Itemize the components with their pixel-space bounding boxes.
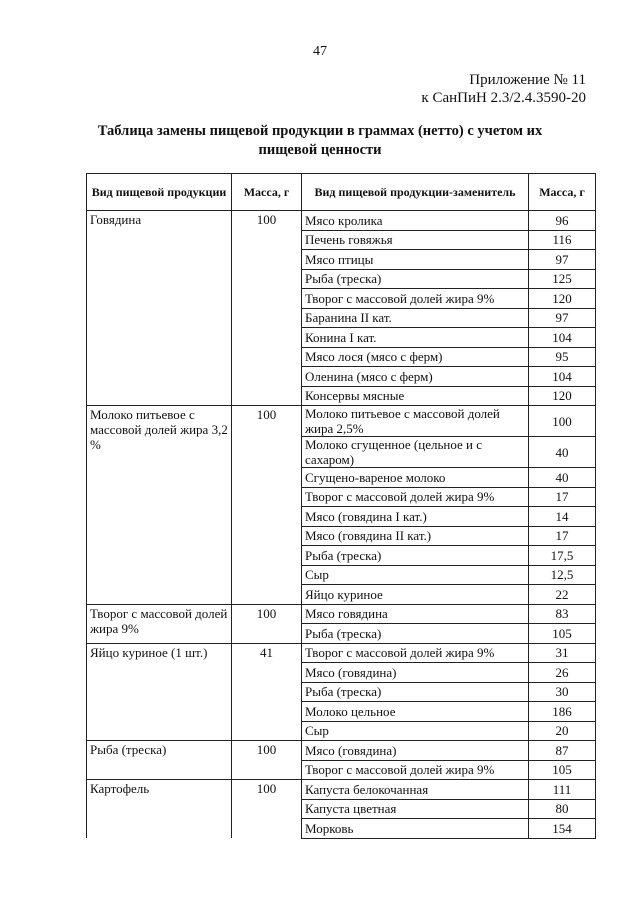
substitute-mass: 186 <box>529 702 596 722</box>
substitute-name: Баранина II кат. <box>302 308 529 328</box>
substitute-name: Сыр <box>302 565 529 585</box>
table-row <box>87 780 596 800</box>
table-row <box>87 211 596 231</box>
substitute-name: Мясо кролика <box>302 211 529 231</box>
substitute-mass: 120 <box>529 386 596 406</box>
header-product: Вид пищевой продукции <box>87 174 232 211</box>
appendix-line-1: Приложение № 11 <box>469 72 586 88</box>
substitute-name: Молоко цельное <box>302 702 529 722</box>
header-substitute: Вид пищевой продукции-заменитель <box>302 174 529 211</box>
substitute-mass: 95 <box>529 347 596 367</box>
substitute-name: Сгущено-вареное молоко <box>302 468 529 488</box>
substitution-table <box>86 173 596 839</box>
substitute-name: Мясо птицы <box>302 250 529 270</box>
substitute-name: Мясо лося (мясо с ферм) <box>302 347 529 367</box>
substitute-mass: 97 <box>529 308 596 328</box>
substitute-name: Капуста цветная <box>302 799 529 819</box>
substitute-mass: 17,5 <box>529 546 596 566</box>
table-row <box>87 604 596 624</box>
substitute-mass: 14 <box>529 507 596 527</box>
substitute-name: Рыба (треска) <box>302 682 529 702</box>
appendix-reference <box>421 71 586 107</box>
substitute-mass: 20 <box>529 721 596 741</box>
product-name: Говядина <box>87 211 232 406</box>
substitute-mass: 22 <box>529 585 596 605</box>
substitute-mass: 26 <box>529 663 596 683</box>
substitute-name: Мясо (говядина I кат.) <box>302 507 529 527</box>
header-substitute-mass: Масса, г <box>529 174 596 211</box>
product-mass: 100 <box>232 211 302 406</box>
substitute-name: Творог с массовой долей жира 9% <box>302 643 529 663</box>
substitute-mass: 96 <box>529 211 596 231</box>
substitute-mass: 30 <box>529 682 596 702</box>
substitute-name: Рыба (треска) <box>302 624 529 644</box>
substitute-name: Сыр <box>302 721 529 741</box>
substitute-mass: 83 <box>529 604 596 624</box>
table-body <box>87 211 596 839</box>
substitute-mass: 80 <box>529 799 596 819</box>
substitute-mass: 31 <box>529 643 596 663</box>
substitute-name: Творог с массовой долей жира 9% <box>302 760 529 780</box>
product-mass: 100 <box>232 741 302 780</box>
product-mass: 100 <box>232 604 302 643</box>
document-title: Таблица замены пищевой продукции в граммах (нетто) с учетом их пищевой ценности <box>97 123 543 158</box>
appendix-line-2: к СанПиН 2.3/2.4.3590-20 <box>421 90 586 106</box>
substitute-mass: 17 <box>529 487 596 507</box>
substitute-name: Творог с массовой долей жира 9% <box>302 487 529 507</box>
substitute-name: Рыба (треска) <box>302 269 529 289</box>
substitute-name: Оленина (мясо с ферм) <box>302 367 529 387</box>
table-row <box>87 406 596 437</box>
substitute-name: Печень говяжья <box>302 230 529 250</box>
product-name: Рыба (треска) <box>87 741 232 780</box>
substitute-mass: 125 <box>529 269 596 289</box>
substitute-name: Творог с массовой долей жира 9% <box>302 289 529 309</box>
product-mass: 100 <box>232 406 302 605</box>
product-name: Картофель <box>87 780 232 839</box>
substitute-name: Мясо (говядина) <box>302 663 529 683</box>
substitute-mass: 111 <box>529 780 596 800</box>
substitute-name: Капуста белокочанная <box>302 780 529 800</box>
substitute-mass: 104 <box>529 367 596 387</box>
substitute-name: Конина I кат. <box>302 328 529 348</box>
substitute-name: Молоко сгущенное (цельное и с сахаром) <box>302 437 529 468</box>
substitute-name: Мясо говядина <box>302 604 529 624</box>
substitute-mass: 105 <box>529 624 596 644</box>
substitute-mass: 104 <box>529 328 596 348</box>
product-name: Творог с массовой долей жира 9% <box>87 604 232 643</box>
substitute-mass: 40 <box>529 437 596 468</box>
substitute-name: Рыба (треска) <box>302 546 529 566</box>
table-row <box>87 741 596 761</box>
substitute-mass: 12,5 <box>529 565 596 585</box>
substitute-name: Мясо (говядина) <box>302 741 529 761</box>
substitute-mass: 120 <box>529 289 596 309</box>
substitute-name: Консервы мясные <box>302 386 529 406</box>
substitute-mass: 105 <box>529 760 596 780</box>
page-number: 47 <box>313 44 327 59</box>
substitute-name: Яйцо куриное <box>302 585 529 605</box>
header-mass: Масса, г <box>232 174 302 211</box>
substitute-name: Морковь <box>302 819 529 839</box>
substitute-name: Мясо (говядина II кат.) <box>302 526 529 546</box>
table-row <box>87 643 596 663</box>
substitute-mass: 100 <box>529 406 596 437</box>
substitute-mass: 40 <box>529 468 596 488</box>
table-header-row <box>87 174 596 211</box>
substitute-mass: 17 <box>529 526 596 546</box>
product-mass: 41 <box>232 643 302 741</box>
product-mass: 100 <box>232 780 302 839</box>
substitute-mass: 87 <box>529 741 596 761</box>
product-name: Яйцо куриное (1 шт.) <box>87 643 232 741</box>
substitute-mass: 97 <box>529 250 596 270</box>
substitute-mass: 154 <box>529 819 596 839</box>
product-name: Молоко питьевое с массовой долей жира 3,2 % <box>87 406 232 605</box>
substitute-name: Молоко питьевое с массовой долей жира 2,5% <box>302 406 529 437</box>
substitute-mass: 116 <box>529 230 596 250</box>
